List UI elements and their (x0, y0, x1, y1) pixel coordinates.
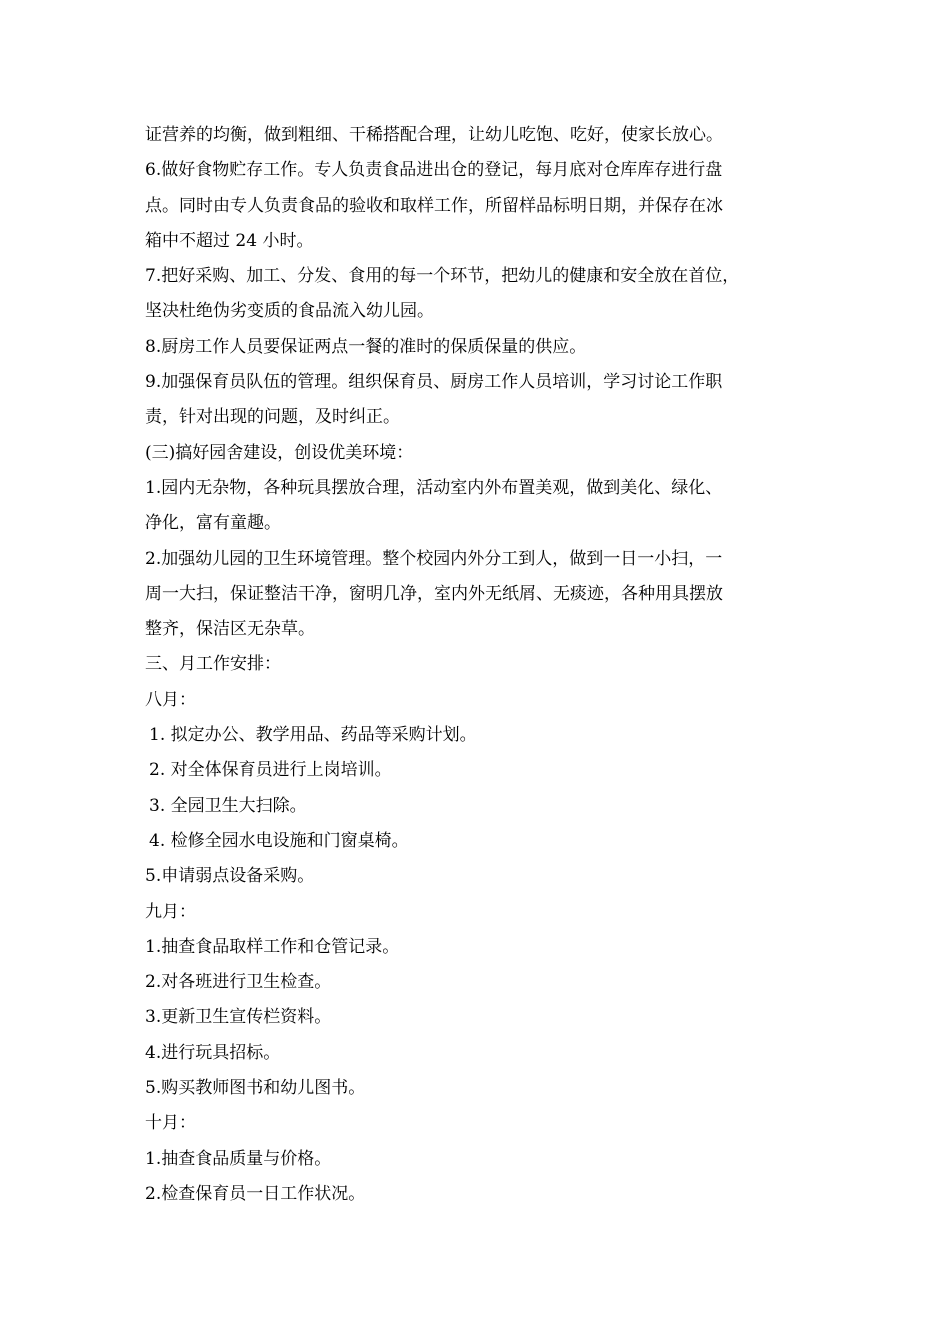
text-line: 整齐，保洁区无杂草。 (145, 619, 315, 640)
month-heading: 九月： (145, 901, 196, 922)
list-item: 5.申请弱点设备采购。 (145, 866, 315, 887)
list-item: 5.购买教师图书和幼儿图书。 (145, 1078, 366, 1099)
text-line: 坚决杜绝伪劣变质的食品流入幼儿园。 (145, 301, 434, 322)
text-line: 1.园内无杂物，各种玩具摆放合理，活动室内外布置美观，做到美化、绿化、 (145, 477, 723, 498)
list-item: 2.检查保育员一日工作状况。 (145, 1183, 366, 1204)
section-heading: 三、月工作安排： (145, 654, 281, 675)
text-line: 6.做好食物贮存工作。专人负责食品进出仓的登记，每月底对仓库库存进行盘 (145, 160, 723, 181)
text-line: 证营养的均衡，做到粗细、干稀搭配合理，让幼儿吃饱、吃好，使家长放心。 (145, 125, 723, 145)
text-line: 8.厨房工作人员要保证两点一餐的准时的保质保量的供应。 (145, 336, 587, 357)
list-item: 2. 对全体保育员进行上岗培训。 (149, 760, 392, 781)
text-line: 9.加强保育员队伍的管理。组织保育员、厨房工作人员培训，学习讨论工作职 (145, 372, 723, 393)
section-heading: (三)搞好园舍建设，创设优美环境： (145, 442, 414, 463)
document-body (145, 118, 817, 1212)
list-item: 1.抽查食品质量与价格。 (145, 1148, 332, 1169)
list-item: 4.进行玩具招标。 (145, 1042, 281, 1063)
list-item: 3.更新卫生宣传栏资料。 (145, 1007, 332, 1028)
month-heading: 八月： (145, 689, 196, 710)
list-item: 4. 检修全园水电设施和门窗桌椅。 (149, 830, 409, 851)
text-line: 2.加强幼儿园的卫生环境管理。整个校园内外分工到人，做到一日一小扫，一 (145, 548, 723, 569)
text-line: 净化，富有童趣。 (145, 513, 281, 534)
list-item: 1.抽查食品取样工作和仓管记录。 (145, 936, 400, 957)
list-item: 3. 全园卫生大扫除。 (149, 795, 307, 816)
month-heading: 十月： (145, 1113, 196, 1134)
text-line: 责，针对出现的问题，及时纠正。 (145, 407, 400, 428)
text-line: 点。同时由专人负责食品的验收和取样工作，所留样品标明日期，并保存在冰 (145, 195, 723, 216)
text-line: 箱中不超过 24 小时。 (145, 230, 314, 251)
text-line: 7.把好采购、加工、分发、食用的每一个环节，把幼儿的健康和安全放在首位， (145, 266, 740, 287)
list-item: 1. 拟定办公、教学用品、药品等采购计划。 (149, 725, 477, 746)
text-line: 周一大扫，保证整洁干净，窗明几净，室内外无纸屑、无痰迹，各种用具摆放 (145, 583, 723, 604)
list-item: 2.对各班进行卫生检查。 (145, 972, 332, 993)
